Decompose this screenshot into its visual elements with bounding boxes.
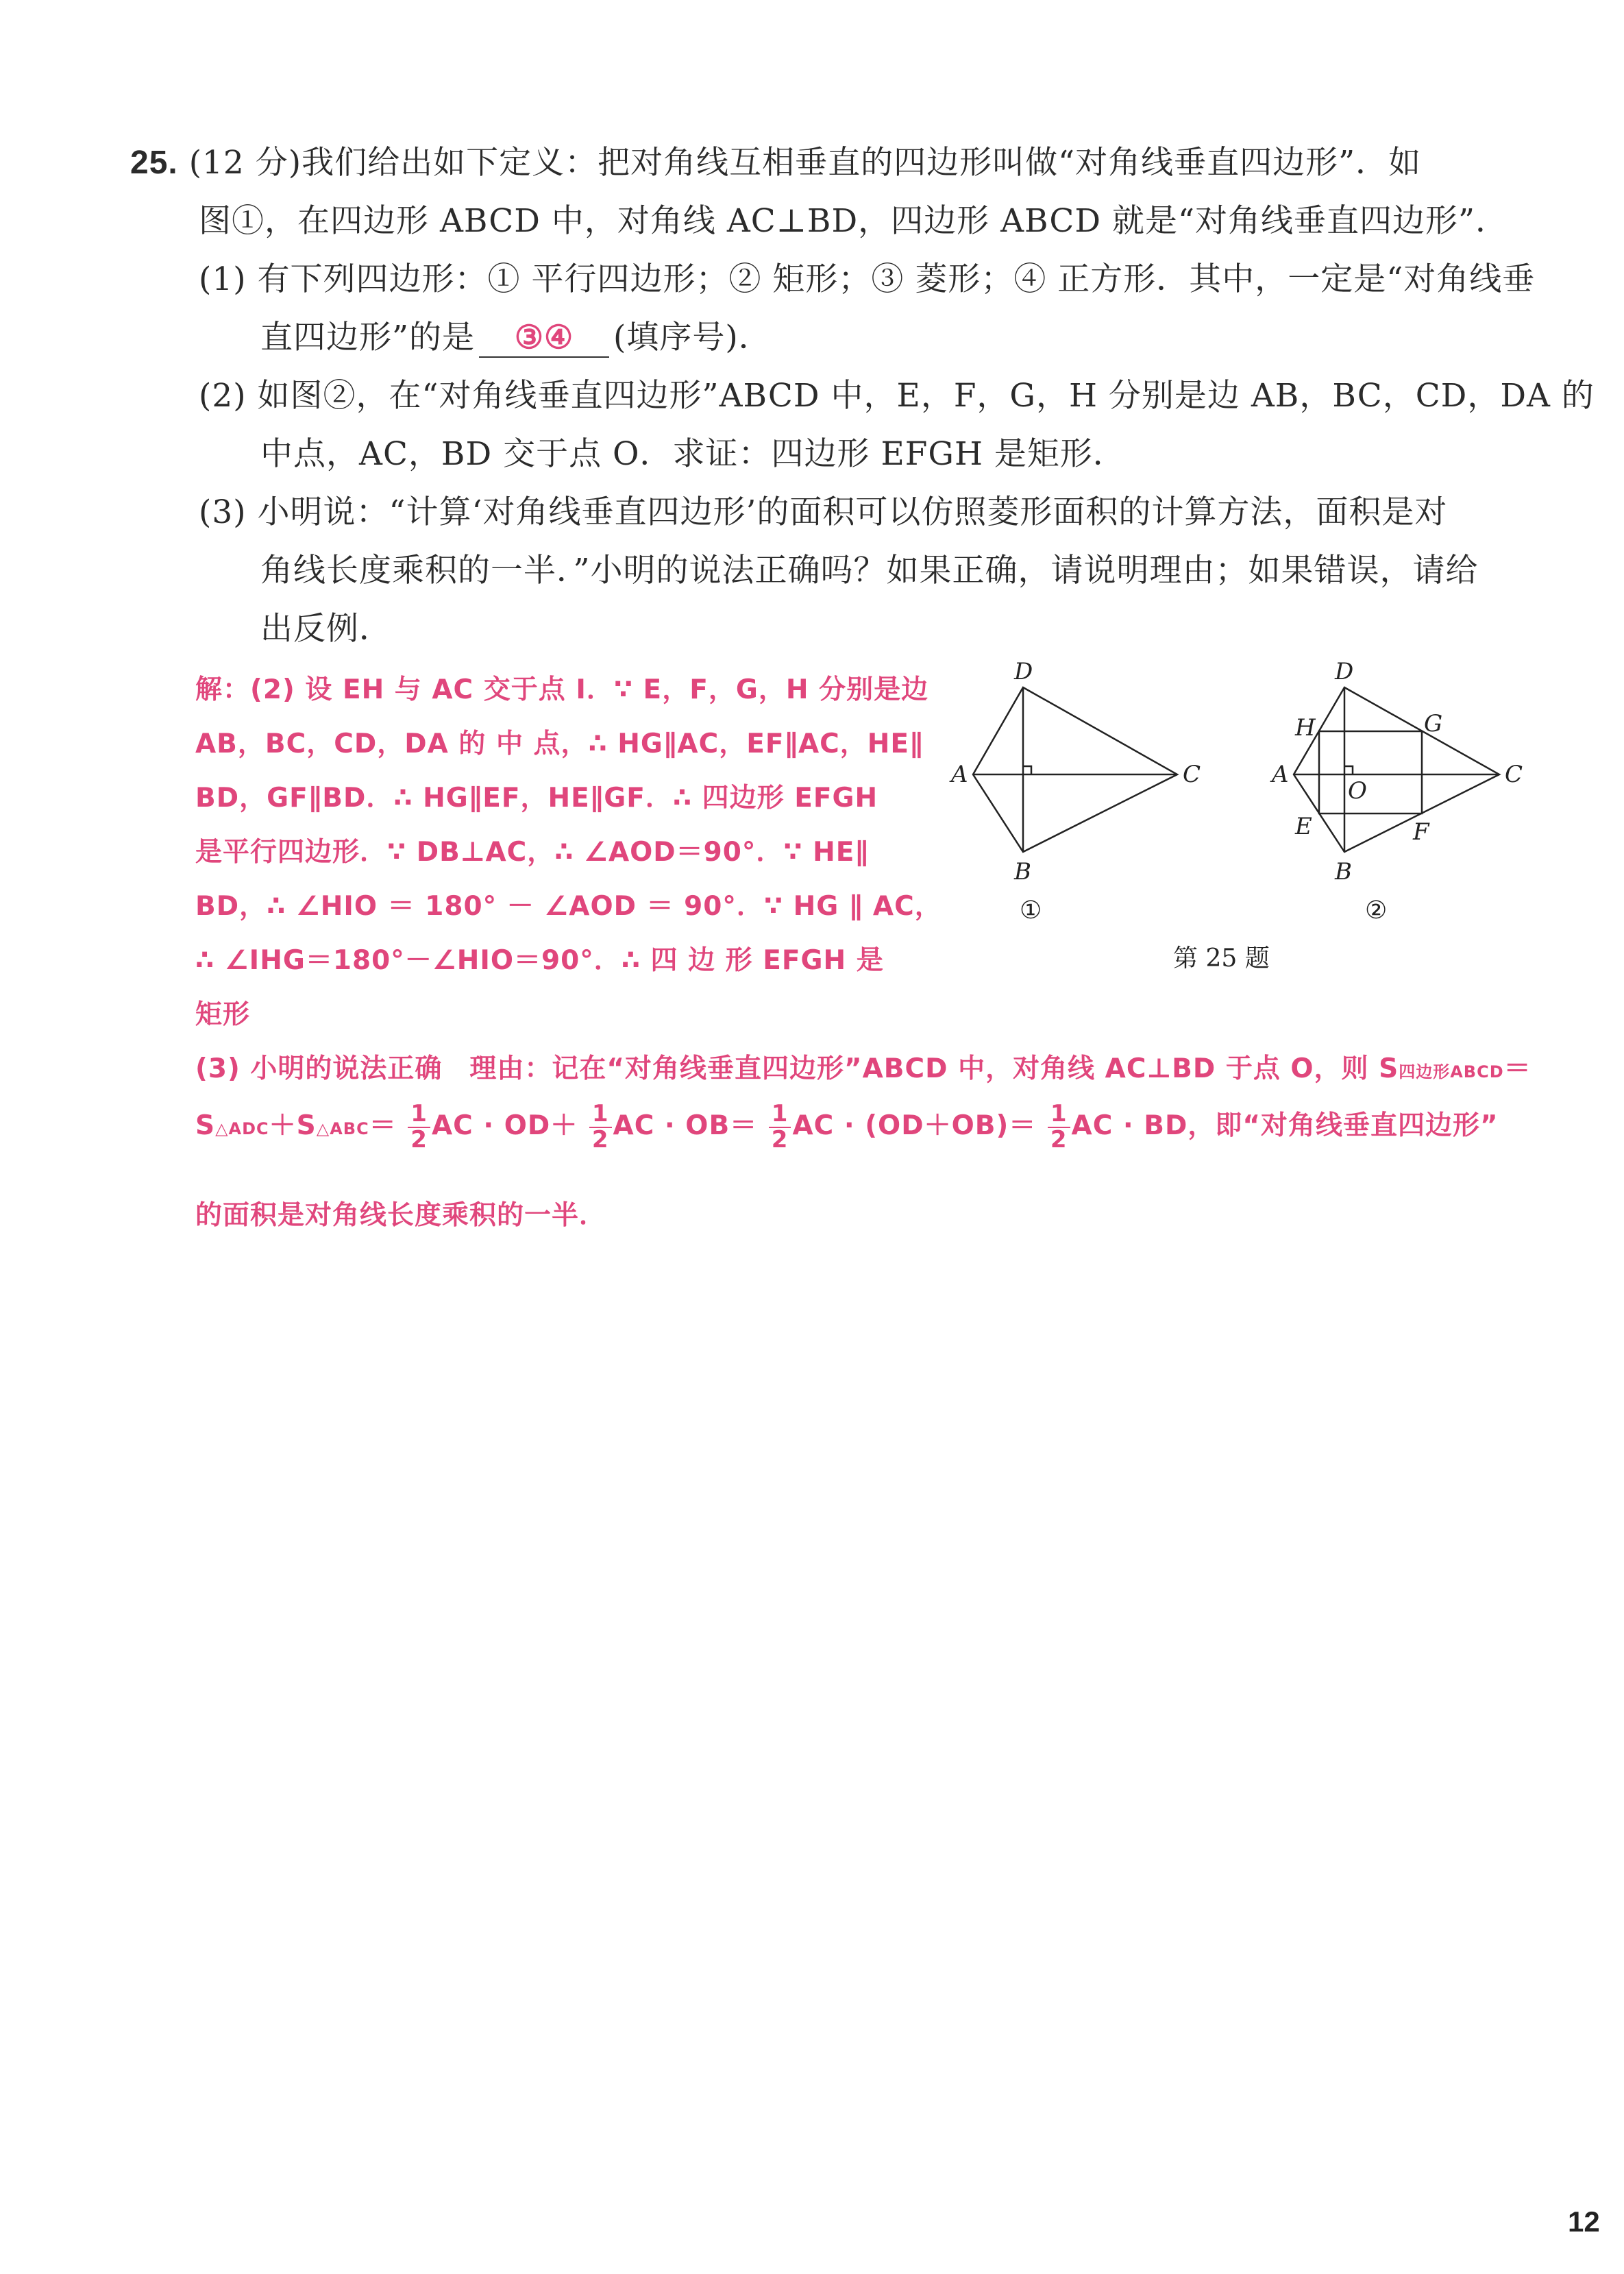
fig2-right-angle-mark <box>1344 766 1353 774</box>
fraction-half: $\frac{1}{2}$ <box>769 1102 791 1152</box>
solution-part3-line-3: 的面积是对角线长度乘积的一半． <box>195 1200 607 1231</box>
part3-line-2: 角线长度乘积的一半．”小明的说法正确吗？如果正确，请说明理由；如果错误，请给 <box>260 552 1479 589</box>
figure-caption: 第 25 题 <box>1173 944 1270 973</box>
formula-s: S <box>195 1110 216 1142</box>
formula-term-2: AC · OB＝ <box>613 1110 758 1142</box>
solution-line: 矩形 <box>195 999 251 1030</box>
fig2-quadrilateral <box>1294 687 1499 852</box>
solution-part3-intro: (3) 小明的说法正确 理由：记在“对角线垂直四边形”ABCD 中，对角线 AC⊥BD 于点 O，则 S <box>195 1053 1399 1084</box>
part1-answer-blank: ③④ <box>479 319 609 358</box>
question-intro: (12 分)我们给出如下定义：把对角线互相垂直的四边形叫做“对角线垂直四边形”．如 <box>188 144 1422 182</box>
subscript-quadrilateral: 四边形ABCD <box>1399 1062 1504 1081</box>
solution-line: ∴ ∠IHG＝180°－∠HIO＝90°．∴ 四 边 形 EFGH 是 <box>195 945 884 976</box>
fig2-rectangle-efgh <box>1319 731 1422 814</box>
part1-prompt: 直四边形”的是 <box>260 319 476 356</box>
part1-line-2 <box>260 312 772 358</box>
part3-line-1: (3) 小明说：“计算‘对角线垂直四边形’的面积可以仿照菱形面积的计算方法，面积是对 <box>199 493 1448 531</box>
fig-label-b: B <box>1014 858 1031 885</box>
part1-line-1: (1) 有下列四边形：① 平行四边形；② 矩形；③ 菱形；④ 正方形．其中，一定是“对角线垂 <box>199 260 1536 298</box>
part3-line-3: 出反例． <box>260 610 392 648</box>
question-line-1 <box>130 137 1421 183</box>
formula-term-4: AC · BD，即“对角线垂直四边形” <box>1071 1110 1499 1142</box>
fraction-half: $\frac{1}{2}$ <box>589 1102 612 1152</box>
formula-term-1: AC · OD＋ <box>431 1110 578 1142</box>
fraction-half: $\frac{1}{2}$ <box>408 1102 430 1152</box>
subscript-abc: △ABC <box>316 1119 369 1139</box>
question-line-2: 图①，在四边形 ABCD 中，对角线 AC⊥BD，四边形 ABCD 就是“对角线垂直四边形”． <box>199 202 1509 240</box>
fig1-quadrilateral <box>973 687 1177 852</box>
fig1-caption: ① <box>1020 896 1042 925</box>
fig-label-a: A <box>951 761 968 788</box>
equals-sign: ＝ <box>1503 1053 1531 1084</box>
figure-1 <box>973 687 1177 852</box>
fig-label-e: E <box>1295 813 1312 840</box>
subscript-adc: △ADC <box>215 1119 269 1139</box>
fig-label-g: G <box>1424 710 1443 737</box>
fig-label-c: C <box>1183 761 1201 788</box>
question-number: 25. <box>130 145 178 181</box>
formula-plus: ＋S <box>269 1110 317 1142</box>
fraction-half: $\frac{1}{2}$ <box>1048 1102 1070 1152</box>
formula-term-3: AC · (OD＋OB)＝ <box>792 1110 1037 1142</box>
figure-2 <box>1294 687 1499 852</box>
solution-line: AB，BC，CD，DA 的 中 点，∴ HG∥AC，EF∥AC，HE∥ <box>195 729 924 759</box>
solution-line: BD，∴ ∠HIO ＝ 180° － ∠AOD ＝ 90°．∵ HG ∥ AC， <box>195 891 942 922</box>
solution-line: BD，GF∥BD．∴ HG∥EF，HE∥GF．∴ 四边形 EFGH <box>195 783 878 814</box>
solution-line: 是平行四边形．∵ DB⊥AC，∴ ∠AOD＝90°．∵ HE∥ <box>195 837 869 868</box>
fig-label-c: C <box>1505 761 1523 788</box>
part2-line-2: 中点，AC，BD 交于点 O．求证：四边形 EFGH 是矩形． <box>260 435 1126 473</box>
fig2-caption: ② <box>1365 896 1388 925</box>
fig-label-b: B <box>1335 858 1352 885</box>
fig1-right-angle-mark <box>1023 766 1031 774</box>
part2-line-1: (2) 如图②，在“对角线垂直四边形”ABCD 中，E，F，G，H 分别是边 AB，BC，CD，DA 的 <box>199 377 1595 415</box>
fig-label-o: O <box>1348 777 1367 805</box>
page-number: 12 <box>1568 2205 1600 2238</box>
fig-label-f: F <box>1413 818 1429 846</box>
part1-hint: (填序号)． <box>613 319 772 356</box>
fig-label-h: H <box>1295 714 1316 742</box>
formula-eq: ＝ <box>369 1110 397 1142</box>
solution-line: 解：(2) 设 EH 与 AC 交于点 I．∵ E，F，G，H 分别是边 <box>195 674 929 705</box>
solution-part3-formula <box>195 1102 1499 1152</box>
fig-label-d: D <box>1014 658 1033 685</box>
solution-part3-line-1 <box>195 1047 1531 1086</box>
figure-25 <box>939 655 1542 983</box>
fig-label-a: A <box>1272 761 1289 788</box>
fig-label-d: D <box>1335 658 1354 685</box>
